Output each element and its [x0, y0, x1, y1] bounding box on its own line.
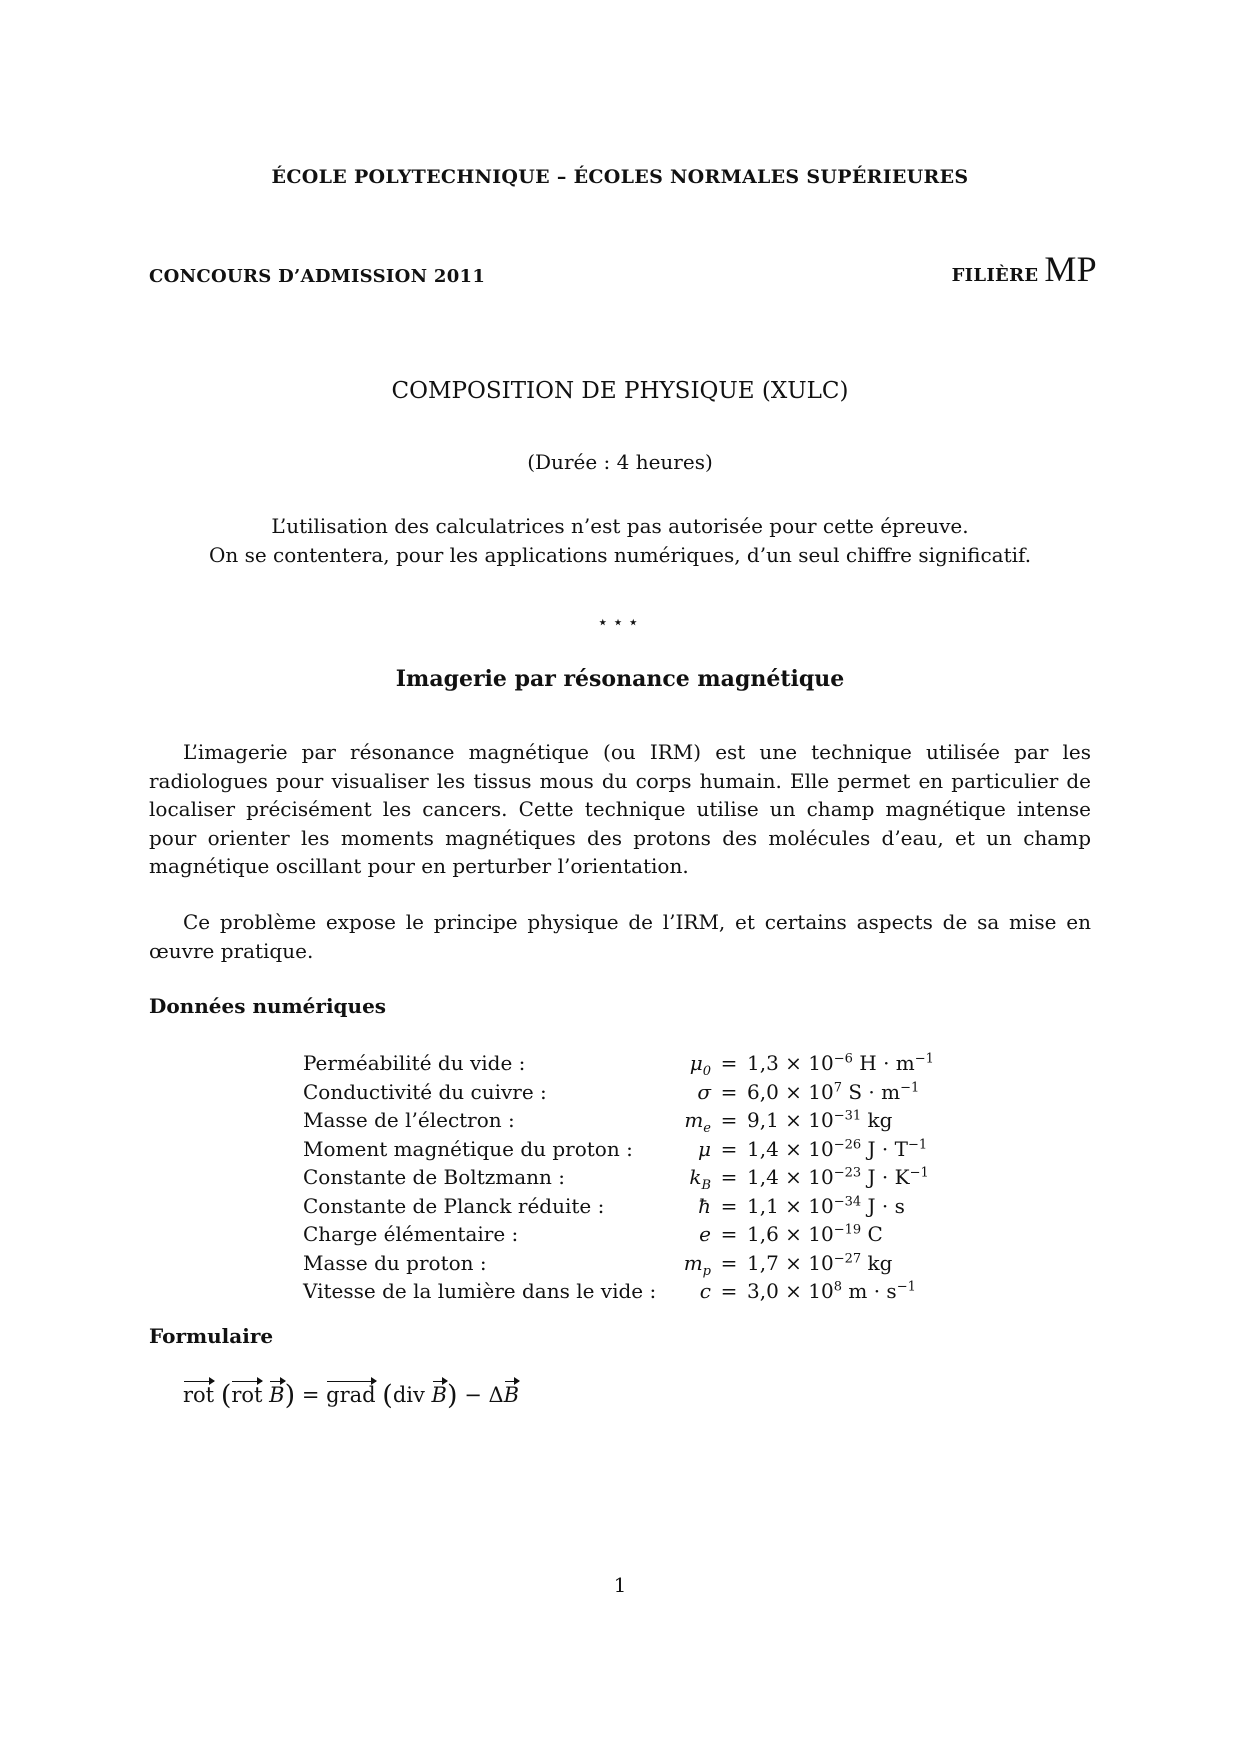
grad-operator: grad	[326, 1383, 376, 1407]
constant-row	[303, 1277, 934, 1306]
constant-symbol: $m_p$	[683, 1250, 711, 1279]
scope-paragraph	[149, 908, 1091, 965]
constant-value: $1,4 \times 10^{-23}$ $J \cdot K^{-1}$	[747, 1165, 929, 1189]
constant-value: $1,1 \times 10^{-34}$ J · s	[747, 1193, 905, 1218]
constant-label: Vitesse de la lumière dans le vide :	[303, 1279, 657, 1303]
constant-value: $1,7 \times 10^{-27}$ kg	[747, 1250, 893, 1275]
constant-row	[303, 1249, 934, 1278]
equals-sign: =	[301, 1383, 320, 1407]
constant-symbol: e	[699, 1222, 711, 1246]
stars-separator: ⋆⋆⋆	[597, 612, 643, 633]
filiere-label	[952, 248, 1097, 290]
constant-symbol: $\mu_0$	[689, 1051, 711, 1079]
constant-row	[303, 1078, 934, 1107]
minus-laplacian: − Δ	[464, 1383, 504, 1407]
paragraph-text: Ce problème expose le principe physique de l’IRM, et certains aspects de sa mise en œuvre pratique.	[149, 910, 1091, 963]
constant-label: Constante de Boltzmann :	[303, 1165, 566, 1189]
equals-sign: =	[720, 1079, 738, 1104]
constant-row	[303, 1049, 934, 1078]
intro-paragraph	[149, 738, 1091, 881]
constant-label: Conductivité du cuivre :	[303, 1079, 547, 1104]
rot-operator: rot	[231, 1383, 263, 1407]
duration: (Durée : 4 heures)	[527, 450, 713, 474]
constant-value: $6,0 \times 10^7$ $S \cdot m^{-1}$	[747, 1079, 920, 1104]
equals-sign: =	[720, 1108, 738, 1132]
constant-row	[303, 1220, 934, 1249]
constant-row	[303, 1192, 934, 1221]
constant-symbol: ħ	[698, 1193, 711, 1218]
equals-sign: =	[720, 1136, 738, 1161]
page-number: 1	[613, 1573, 627, 1597]
calculator-note: L’utilisation des calculatrices n’est pas autorisée pour cette épreuve.	[271, 514, 969, 538]
constant-row	[303, 1106, 934, 1135]
constant-symbol: μ	[698, 1136, 711, 1161]
constant-value: $3,0 \times 10^8$ $m \cdot s^{-1}$	[747, 1279, 916, 1303]
constant-label: Masse de l’électron :	[303, 1108, 515, 1132]
constants-table	[303, 1049, 934, 1306]
left-paren: (	[220, 1380, 232, 1411]
formulaire-heading: Formulaire	[149, 1324, 274, 1348]
equals-sign: =	[720, 1222, 738, 1246]
left-paren: (	[382, 1380, 393, 1411]
composition-title: COMPOSITION DE PHYSIQUE (XULC)	[391, 378, 849, 404]
constant-value: $1,6 \times 10^{-19}$ C	[747, 1222, 883, 1246]
constant-row	[303, 1163, 934, 1192]
constant-label: Charge élémentaire :	[303, 1222, 519, 1246]
equals-sign: =	[720, 1165, 738, 1189]
constant-row	[303, 1135, 934, 1164]
constant-symbol: $m_e$	[684, 1108, 711, 1136]
constant-symbol: σ	[697, 1079, 711, 1104]
concours-label: CONCOURS D’ADMISSION 2011	[149, 266, 486, 287]
equals-sign: =	[720, 1193, 738, 1218]
school-header: ÉCOLE POLYTECHNIQUE – ÉCOLES NORMALES SUPÉRIEURES	[271, 166, 969, 188]
constant-symbol: c	[699, 1279, 711, 1303]
constant-label: Constante de Planck réduite :	[303, 1193, 605, 1218]
b-vector: B	[503, 1383, 520, 1407]
filiere-text: FILIÈRE	[951, 265, 1039, 286]
b-vector: B	[269, 1383, 285, 1407]
rot-operator: rot	[183, 1383, 215, 1407]
constant-label: Masse du proton :	[303, 1250, 487, 1275]
rot-rot-formula	[183, 1380, 519, 1411]
constant-label: Moment magnétique du proton :	[303, 1136, 633, 1161]
paragraph-text: L’imagerie par résonance magnétique (ou IRM) est une technique utilisée par les radiologues pour visualiser les tissus mous du corps humain. Elle permet en particulier de localiser précisément les cancers. Cette technique utilise un champ magnétique intense pour orienter les moments magnétiques des protons des molécules d’eau, et un champ magnétique oscillant pour en perturber l’orientation.	[149, 740, 1091, 878]
constant-value: $1,3 \times 10^{-6}$ $H \cdot m^{-1}$	[747, 1051, 934, 1075]
div-operator: div	[392, 1383, 425, 1407]
equals-sign: =	[720, 1250, 738, 1275]
equals-sign: =	[720, 1279, 738, 1303]
constant-symbol: $k_B$	[689, 1165, 711, 1193]
constant-value: $9,1 \times 10^{-31}$ kg	[747, 1108, 893, 1132]
precision-note: On se contentera, pour les applications numériques, d’un seul chiffre significatif.	[208, 543, 1032, 567]
right-paren: )	[284, 1380, 296, 1411]
section-title: Imagerie par résonance magnétique	[395, 666, 845, 692]
constant-value: $1,4 \times 10^{-26}$ $J \cdot T^{-1}$	[747, 1136, 928, 1161]
filiere-value: MP	[1044, 249, 1097, 289]
b-vector: B	[431, 1383, 447, 1407]
equals-sign: =	[720, 1051, 738, 1075]
donnees-heading: Données numériques	[149, 994, 387, 1018]
constant-label: Perméabilité du vide :	[303, 1051, 526, 1075]
right-paren: )	[446, 1380, 458, 1411]
